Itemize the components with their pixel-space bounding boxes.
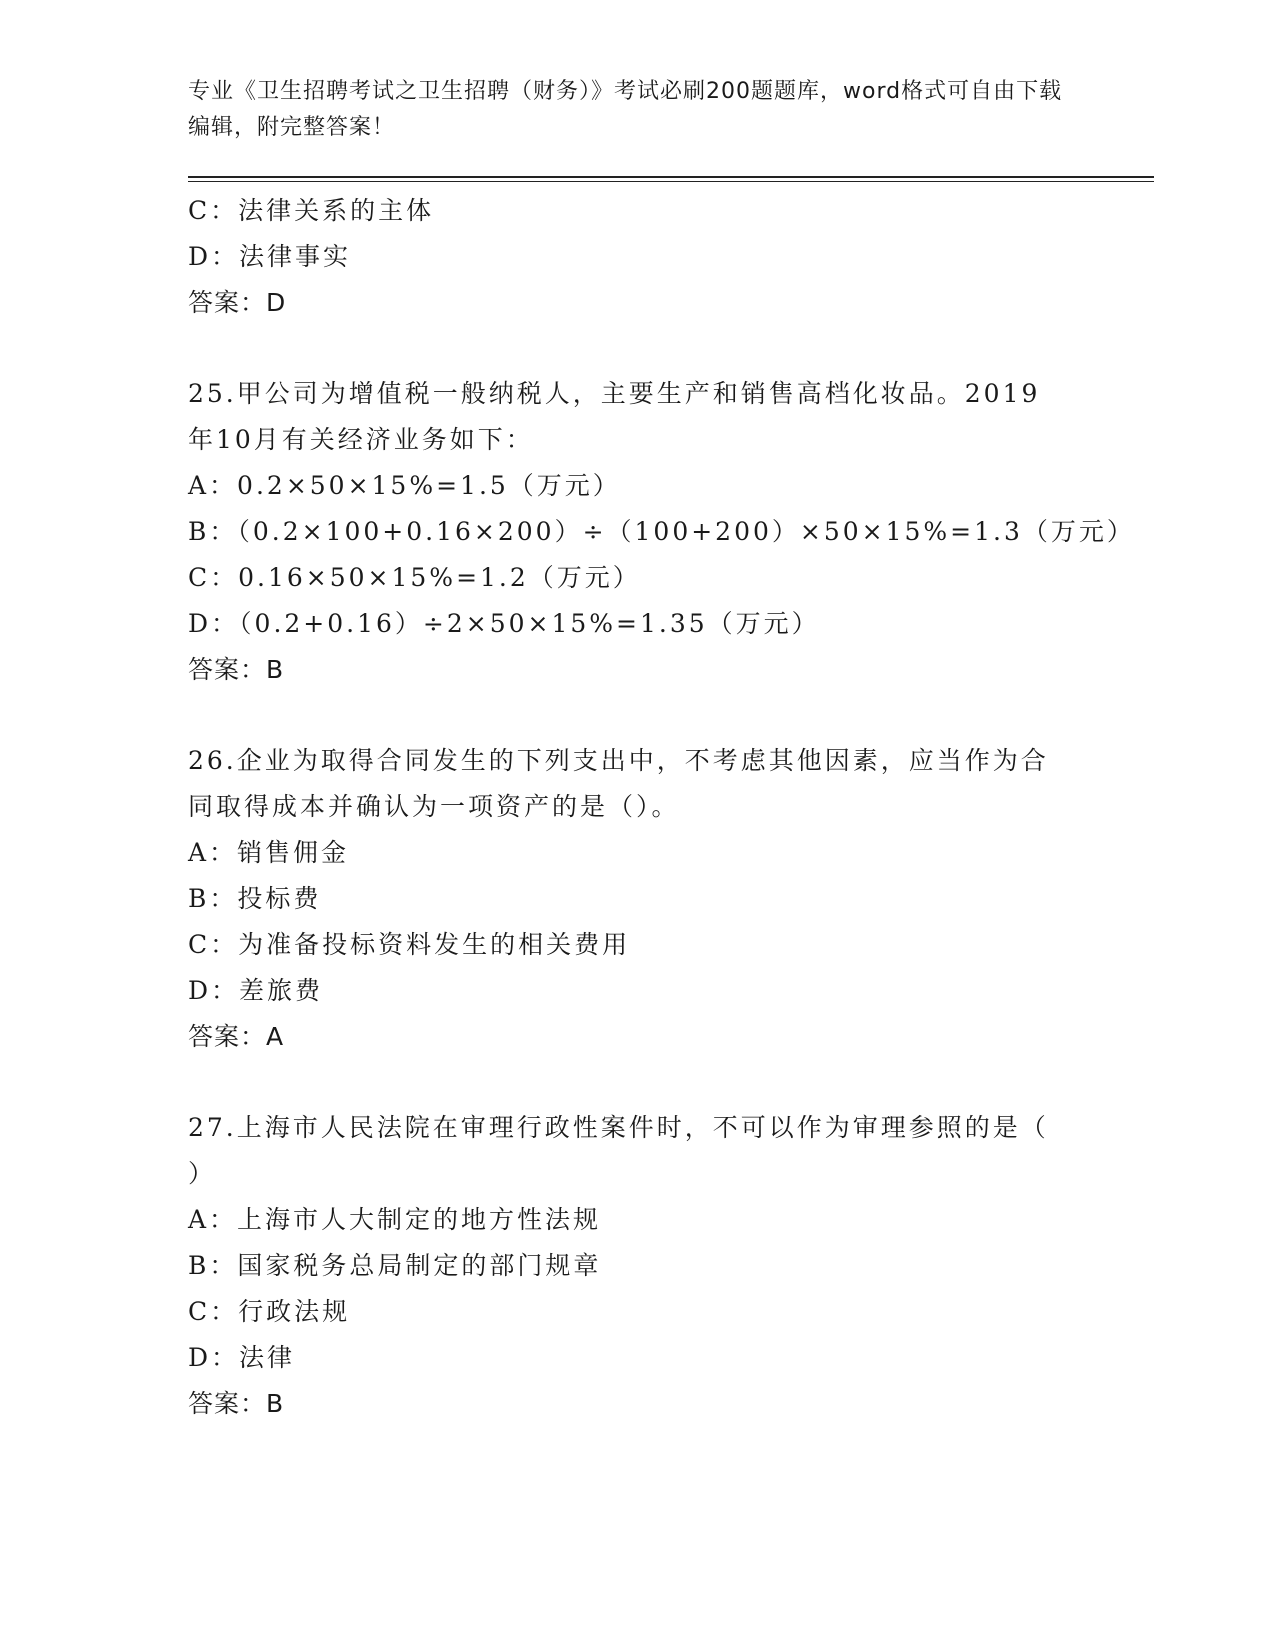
option-c: C：行政法规: [188, 1297, 351, 1326]
option-b: B：（0.2×100+0.16×200）÷（100+200）×50×15%=1.3（万元）: [188, 517, 1135, 546]
header-title: 专业《卫生招聘考试之卫生招聘（财务）》考试必刷200题题库，word格式可自由下载编辑，附完整答案！: [188, 79, 1063, 140]
option-c: C：为准备投标资料发生的相关费用: [188, 930, 631, 959]
question-text-line: 年10月有关经济业务如下：: [188, 425, 534, 454]
document-body: [188, 188, 1135, 1427]
option-b: B：投标费: [188, 884, 322, 913]
question-25: [188, 371, 1135, 693]
option-c: C：法律关系的主体: [188, 196, 435, 225]
option-d: D：法律事实: [188, 242, 352, 271]
question-text-line: 26.企业为取得合同发生的下列支出中，不考虑其他因素，应当作为合: [188, 746, 1049, 775]
option-d: D：（0.2+0.16）÷2×50×15%=1.35（万元）: [188, 609, 820, 638]
question-26: [188, 738, 1088, 1060]
question-text-line: 27.上海市人民法院在审理行政性案件时，不可以作为审理参照的是（: [188, 1113, 1049, 1142]
document-header: [188, 74, 1068, 146]
question-text-line: ）: [188, 1159, 217, 1188]
header-divider-bottom: [188, 181, 1154, 182]
option-d: D：法律: [188, 1343, 296, 1372]
answer-line: 答案：B: [188, 655, 285, 684]
answer-line: 答案：D: [188, 288, 287, 317]
option-a: A：0.2×50×15%=1.5（万元）: [188, 471, 621, 500]
answer-line: 答案：A: [188, 1022, 285, 1051]
spacer: [188, 1060, 1088, 1105]
spacer: [188, 326, 1088, 371]
header-divider-top: [188, 176, 1154, 178]
previous-question-tail: [188, 188, 1088, 326]
answer-line: 答案：B: [188, 1389, 285, 1418]
option-a: A：上海市人大制定的地方性法规: [188, 1205, 602, 1234]
option-a: A：销售佣金: [188, 838, 350, 867]
option-c: C：0.16×50×15%=1.2（万元）: [188, 563, 641, 592]
option-b: B：国家税务总局制定的部门规章: [188, 1251, 602, 1280]
option-d: D：差旅费: [188, 976, 324, 1005]
question-27: [188, 1105, 1088, 1427]
question-text-line: 同取得成本并确认为一项资产的是（）。: [188, 792, 680, 821]
spacer: [188, 693, 1088, 738]
question-text-line: 25.甲公司为增值税一般纳税人，主要生产和销售高档化妆品。2019: [188, 379, 1041, 408]
